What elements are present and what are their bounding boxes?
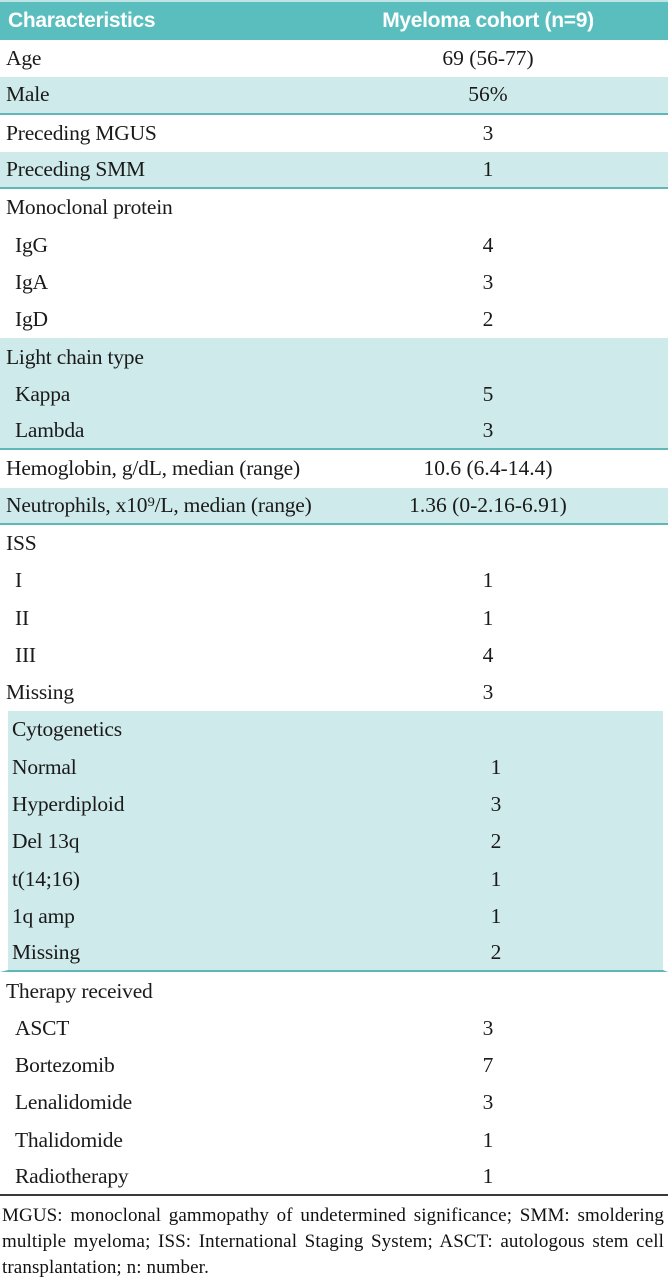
row-value: 4 <box>482 232 494 257</box>
table-row <box>0 77 668 114</box>
row-value: 5 <box>482 381 494 406</box>
row-value: 3 <box>482 120 494 145</box>
abbreviations-footnote: MGUS: monoclonal gammopathy of undetermined significance; SMM: smoldering multiple myeloma; ISS: International Staging System; ASCT: autologous stem cell transplantation; n: number. <box>2 1205 664 1279</box>
row-value: 1 <box>482 1164 494 1189</box>
row-value: 1 <box>490 866 502 891</box>
table-row <box>0 1084 668 1121</box>
row-label: Missing <box>12 940 80 965</box>
row-value: 1 <box>490 754 502 779</box>
row-label: Monoclonal protein <box>6 195 173 220</box>
table-row <box>0 1047 668 1084</box>
row-label: Male <box>6 82 50 107</box>
table-row <box>0 413 668 450</box>
table-row <box>0 338 668 375</box>
row-label: ASCT <box>15 1015 70 1040</box>
row-value: 4 <box>482 642 494 667</box>
row-label: Bortezomib <box>15 1053 115 1078</box>
table-row <box>0 861 668 898</box>
row-label: Neutrophils, x10⁹/L, median (range) <box>6 492 312 517</box>
row-value: 10.6 (6.4-14.4) <box>423 456 553 481</box>
row-value: 1.36 (0-2.16-6.91) <box>409 492 567 517</box>
row-label: Preceding SMM <box>6 157 145 182</box>
table-row <box>0 376 668 413</box>
row-label: Normal <box>12 754 77 779</box>
row-label: Age <box>6 46 42 71</box>
table-row <box>0 711 668 748</box>
row-label: Therapy received <box>6 978 153 1003</box>
row-label: Radiotherapy <box>15 1164 129 1189</box>
row-value: 69 (56-77) <box>442 46 534 71</box>
row-label: Cytogenetics <box>12 717 122 742</box>
row-value: 2 <box>482 307 494 332</box>
row-value: 3 <box>482 1015 494 1040</box>
row-label: Hyperdiploid <box>12 792 125 817</box>
table-row <box>0 749 668 786</box>
row-label: I <box>15 568 22 593</box>
row-label: Hemoglobin, g/dL, median (range) <box>6 456 300 481</box>
table-row <box>0 1122 668 1159</box>
table-row <box>0 301 668 338</box>
row-value: 1 <box>482 605 494 630</box>
table-row <box>0 488 668 525</box>
row-label: III <box>15 642 36 667</box>
table-row <box>0 226 668 263</box>
row-label: Kappa <box>15 381 71 406</box>
row-label: 1q amp <box>12 903 75 928</box>
row-value: 3 <box>482 1090 494 1115</box>
table-row <box>0 637 668 674</box>
row-label: Thalidomide <box>15 1127 123 1152</box>
row-value: 1 <box>482 568 494 593</box>
table-row <box>0 152 668 189</box>
table-row <box>0 1159 668 1196</box>
row-value: 2 <box>490 940 502 965</box>
row-value: 56% <box>468 82 508 107</box>
row-label: Lenalidomide <box>15 1090 133 1115</box>
row-label: Del 13q <box>12 829 80 854</box>
table-row <box>0 264 668 301</box>
header-cohort-label: Myeloma cohort (n=9) <box>382 9 594 32</box>
table-row <box>0 599 668 636</box>
table-row <box>0 786 668 823</box>
table-row <box>0 525 668 562</box>
table-row <box>0 972 668 1009</box>
row-label: t(14;16) <box>12 866 80 891</box>
row-value: 7 <box>482 1053 494 1078</box>
row-value: 1 <box>482 157 494 182</box>
table-row <box>0 674 668 711</box>
row-label: IgD <box>15 307 48 332</box>
row-value: 3 <box>482 269 494 294</box>
row-value: 1 <box>490 903 502 928</box>
table-row <box>0 40 668 77</box>
row-label: Light chain type <box>6 344 144 369</box>
row-label: Lambda <box>15 418 85 443</box>
table-row <box>0 450 668 487</box>
table-body <box>0 40 668 1196</box>
row-label: Preceding MGUS <box>6 120 157 145</box>
row-value: 1 <box>482 1127 494 1152</box>
table-row <box>0 115 668 152</box>
row-value: 2 <box>490 829 502 854</box>
row-value: 3 <box>490 792 502 817</box>
table-row <box>0 898 668 935</box>
row-value: 3 <box>482 680 494 705</box>
table-row <box>0 823 668 860</box>
table-row <box>0 562 668 599</box>
header-characteristics-label: Characteristics <box>8 9 156 32</box>
row-label: IgG <box>15 232 48 257</box>
row-label: II <box>15 605 29 630</box>
row-label: Missing <box>6 680 74 705</box>
table-row <box>0 935 668 972</box>
row-label: ISS <box>6 531 37 555</box>
row-label: IgA <box>15 269 48 294</box>
table-row <box>0 1010 668 1047</box>
row-value: 3 <box>482 418 494 443</box>
table-row <box>0 189 668 226</box>
table-header-row <box>0 0 668 40</box>
